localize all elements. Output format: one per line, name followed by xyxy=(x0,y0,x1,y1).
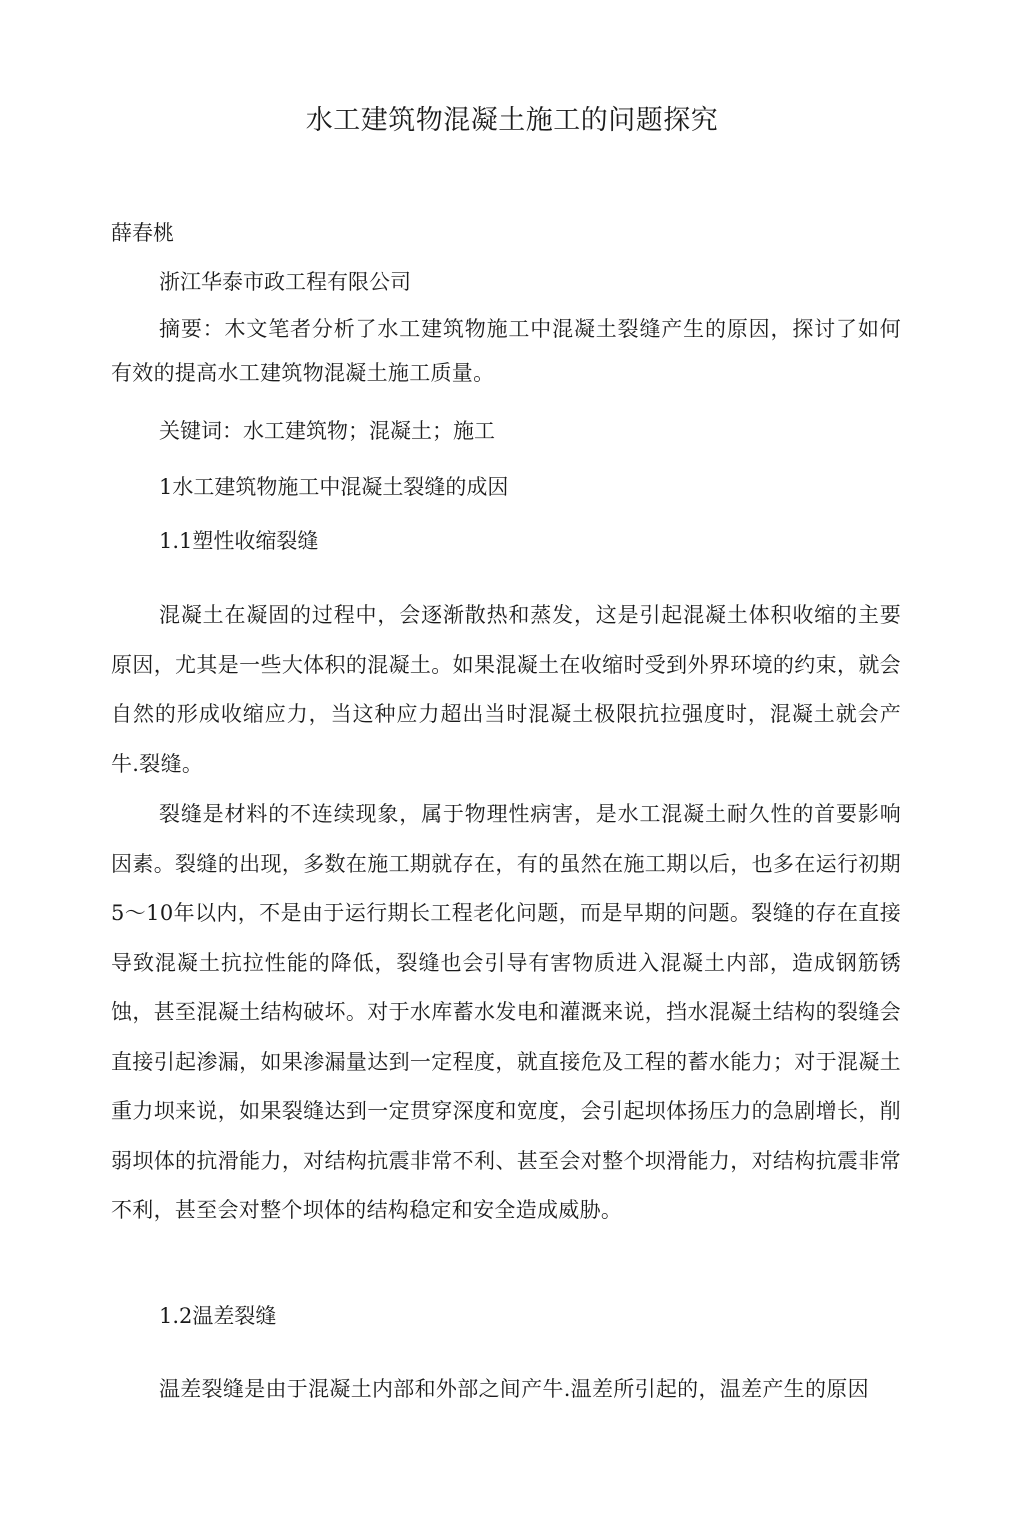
section-1-heading: 1水工建筑物施工中混凝土裂缝的成因 xyxy=(159,475,509,499)
section-1-2-paragraph-1: 温差裂缝是由于混凝土内部和外部之间产牛.温差所引起的，温差产生的原因 xyxy=(159,1377,869,1401)
document-title: 水工建筑物混凝土施工的问题探究 xyxy=(305,105,719,136)
section-1-1-paragraph-1: 混凝土在凝固的过程中，会逐渐散热和蒸发，这是引起混凝土体积收缩的主要原因，尤其是一些大体积的混凝土。如果混凝土在收缩时受到外界环境的约束，就会自然的形成收缩应力，当这种应力超出当时混凝土极限抗拉强度时，混凝土就会产牛.裂缝。 xyxy=(111,603,901,776)
section-1-2-heading: 1.2温差裂缝 xyxy=(159,1304,277,1328)
keywords-line: 关键词：水工建筑物；混凝土；施工 xyxy=(159,419,495,443)
section-1-1-heading: 1.1塑性收缩裂缝 xyxy=(159,529,319,553)
author-name: 薛春桃 xyxy=(111,221,174,245)
abstract-paragraph: 摘要：木文笔者分析了水工建筑物施工中混凝土裂缝产生的原因，探讨了如何有效的提高水工建筑物混凝土施工质量。 xyxy=(111,317,901,385)
section-1-1-paragraph-2: 裂缝是材料的不连续现象，属于物理性病害，是水工混凝土耐久性的首要影响因素。裂缝的出现，多数在施工期就存在，有的虽然在施工期以后，也多在运行初期5～10年以内，不是由于运行期长工程老化问题，而是早期的问题。裂缝的存在直接导致混凝土抗拉性能的降低，裂缝也会引导有害物质进入混凝土内部，造成钢筋锈蚀，甚至混凝土结构破坏。对于水库蓄水发电和灌溉来说，挡水混凝土结构的裂缝会直接引起渗漏，如果渗漏量达到一定程度，就直接危及工程的蓄水能力；对于混凝土重力坝来说，如果裂缝达到一定贯穿深度和宽度，会引起坝体扬压力的急剧增长，削弱坝体的抗滑能力，对结构抗震非常不利、甚至会对整个坝滑能力，对结构抗震非常不利，甚至会对整个坝体的结构稳定和安全造成威胁。 xyxy=(111,802,901,1222)
affiliation: 浙江华泰市政工程有限公司 xyxy=(159,270,411,294)
